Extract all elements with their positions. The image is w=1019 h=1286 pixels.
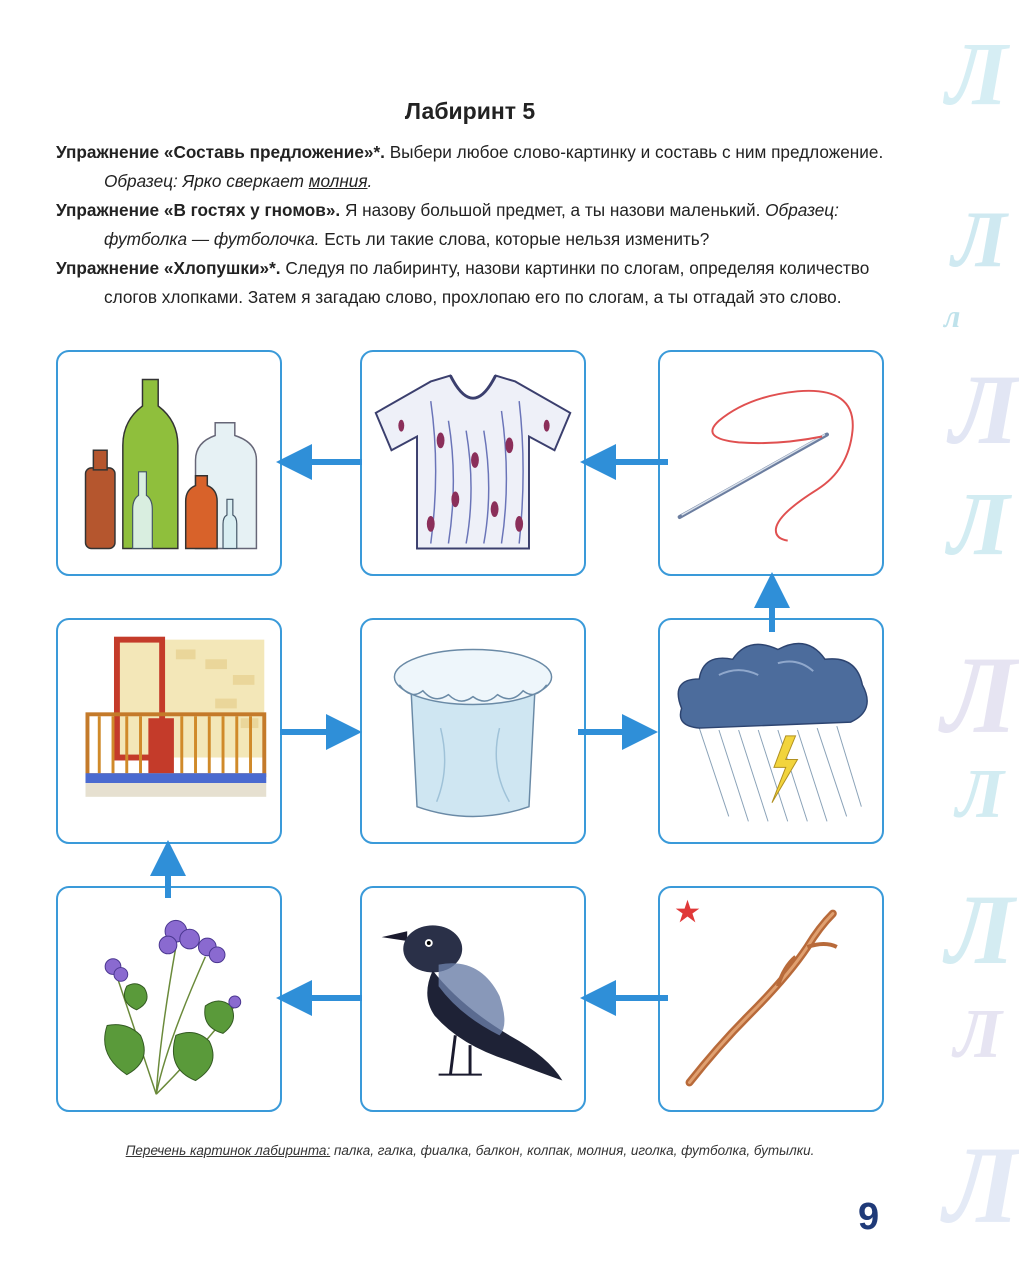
- card-balcony[interactable]: [56, 618, 282, 844]
- chef-hat-picture: [362, 620, 584, 842]
- jackdaw-picture: [362, 888, 584, 1110]
- exercise-1-text: Выбери любое слово-картинку и составь с ним предложение.: [384, 142, 884, 162]
- needle-picture: [660, 352, 882, 574]
- decor-letter: Л: [952, 196, 1007, 284]
- decor-letter: Л: [948, 475, 1010, 574]
- exercise-3: [56, 254, 888, 312]
- decor-letter: Л: [942, 634, 1018, 756]
- page-title: Лабиринт 5: [404, 98, 536, 124]
- decor-letter: Л: [954, 996, 1003, 1073]
- decorative-letters-strip: [938, 0, 1019, 1286]
- balcony-picture: [58, 620, 280, 842]
- decor-letter: Л: [950, 354, 1019, 465]
- card-needle[interactable]: [658, 350, 884, 576]
- tshirt-picture: [362, 352, 584, 574]
- exercise-2: [56, 196, 888, 254]
- thundercloud-picture: [660, 620, 882, 842]
- decor-letter: л: [944, 298, 961, 334]
- picture-list-caption: [0, 1143, 940, 1158]
- card-violet[interactable]: [56, 886, 282, 1112]
- card-jackdaw[interactable]: [360, 886, 586, 1112]
- exercise-3-text: Следуя по лабиринту, назови картинки по слогам, определяя количество слогов хлопками. Затем я загадаю слово, прохлопаю его по слогам, а ты отгадай это слово.: [104, 258, 870, 307]
- decor-letter: Л: [944, 1124, 1019, 1246]
- exercise-2-text: Я назову большой предмет, а ты назови маленький.: [340, 200, 766, 220]
- exercise-2-name: Упражнение «В гостях у гномов».: [56, 200, 341, 220]
- card-bottles[interactable]: [56, 350, 282, 576]
- exercise-text: [56, 138, 888, 312]
- caption-label: Перечень картинок лабиринта:: [125, 1143, 331, 1158]
- card-thundercloud[interactable]: [658, 618, 884, 844]
- decor-letter: Л: [956, 756, 1005, 833]
- card-stick[interactable]: [658, 886, 884, 1112]
- decor-letter: Л: [946, 25, 1008, 124]
- card-chef-hat[interactable]: [360, 618, 586, 844]
- decor-letter: Л: [946, 874, 1015, 985]
- exercise-1-name: Упражнение «Составь предложение»*.: [56, 142, 385, 162]
- caption-list: палка, галка, фиалка, балкон, колпак, молния, иголка, футболка, бутылки.: [330, 1143, 815, 1158]
- violet-picture: [58, 888, 280, 1110]
- exercise-1-example: Образец: Ярко сверкает молния.: [104, 171, 373, 191]
- exercise-1: [56, 138, 888, 196]
- exercise-2-example: Образец: футболка — футболочка.: [104, 200, 839, 249]
- card-tshirt[interactable]: [360, 350, 586, 576]
- star-icon: [676, 900, 700, 923]
- exercise-3-name: Упражнение «Хлопушки»*.: [56, 258, 281, 278]
- page-number: 9: [858, 1196, 880, 1238]
- stick-picture: [660, 888, 882, 1110]
- bottles-picture: [58, 352, 280, 574]
- example-underlined-word: молния: [308, 171, 368, 191]
- exercise-2-question: Есть ли такие слова, которые нельзя изменить?: [319, 229, 710, 249]
